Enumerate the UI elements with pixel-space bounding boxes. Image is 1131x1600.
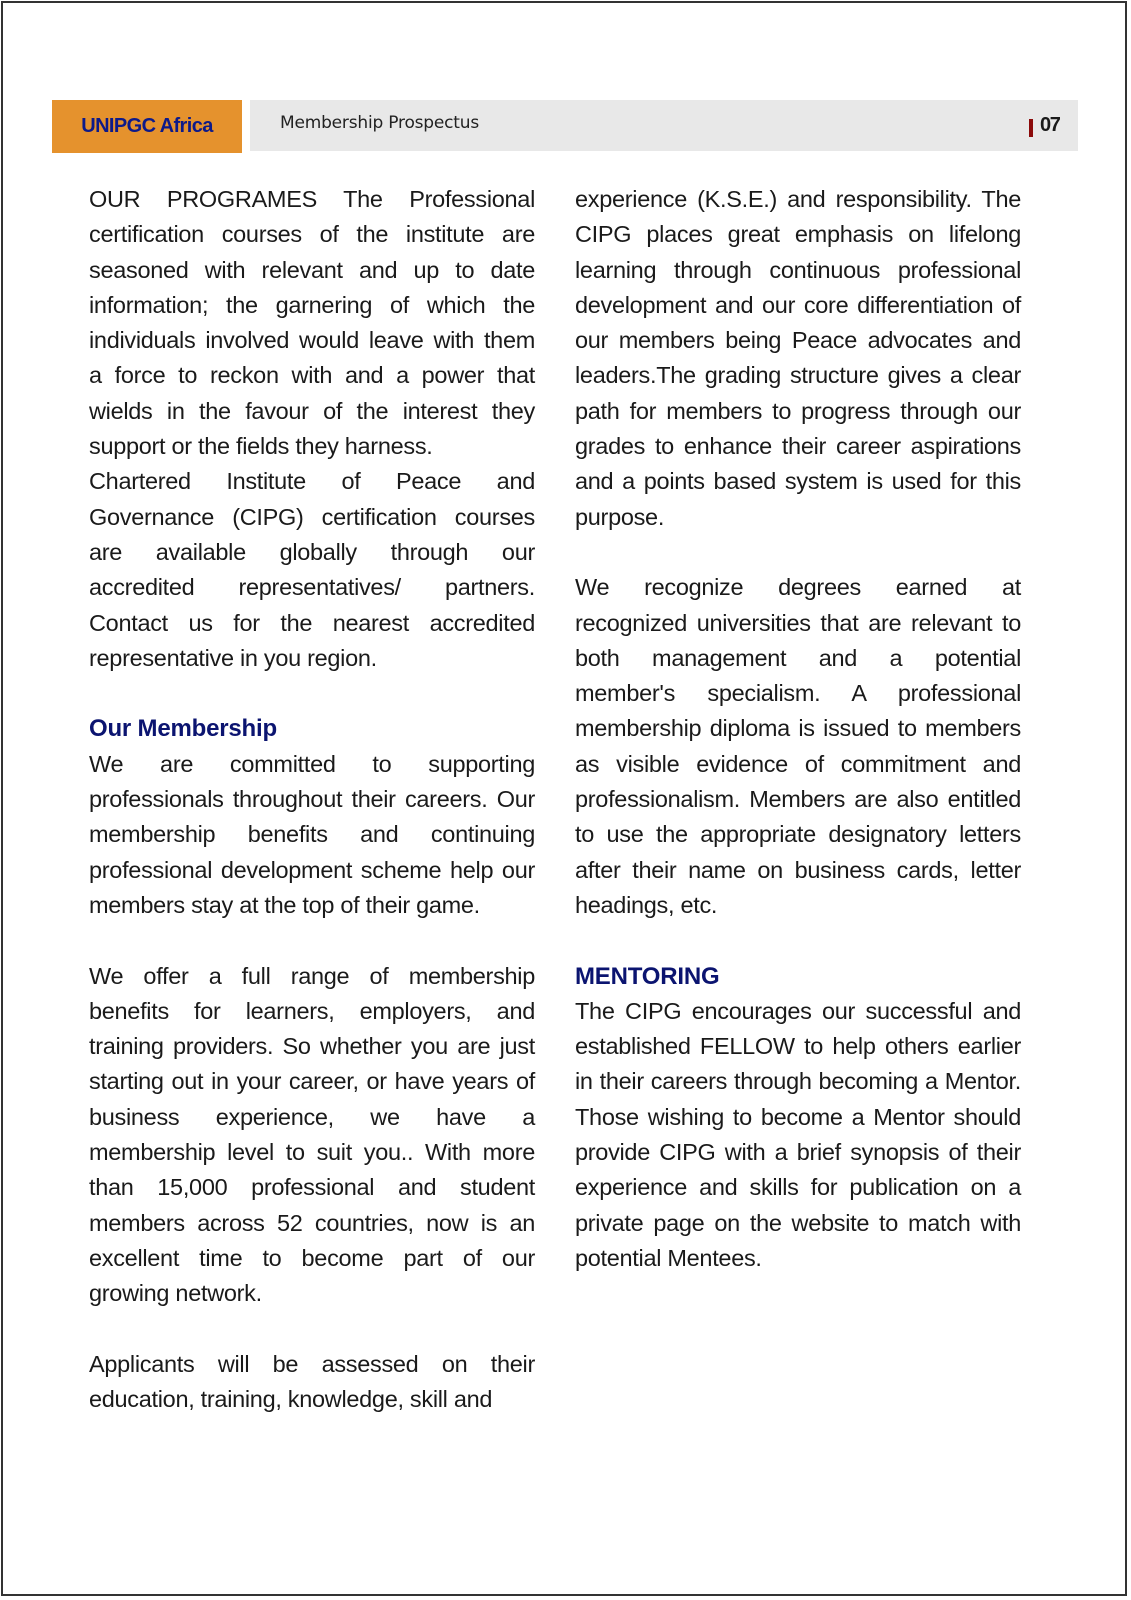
right-column xyxy=(575,182,1021,1276)
membership-heading: Our Membership xyxy=(89,715,277,743)
membership-offer-paragraph: We offer a full range of membership benefits for learners, employers, and training providers. So whether you are just starting out in your career, or have years of business experience, we have a membership level to suit you.. With more than 15,000 professional and student members across 52 countries, now is an excellent time to become part of our growing network. xyxy=(89,962,535,1307)
spacer xyxy=(89,1312,535,1347)
page-number-marker xyxy=(1029,119,1033,137)
spacer xyxy=(575,535,1021,570)
header-bar xyxy=(250,100,1078,151)
membership-paragraph: We are committed to supporting professionals throughout their careers. Our membership benefits and continuing professional development scheme help our members stay at the top of their game. xyxy=(89,750,535,918)
applicants-paragraph: Applicants will be assessed on their education, training, knowledge, skill and xyxy=(89,1350,535,1413)
degrees-paragraph: We recognize degrees earned at recognized universities that are relevant to both management and a potential member's specialism. A professional membership diploma is issued to members as visible evidence of commitment and professionalism. Members are also entitled to use the appropriate designatory letters after their name on business cards, letter headings, etc. xyxy=(575,574,1021,918)
brand-tab xyxy=(52,100,242,153)
brand-name: UNIPGC Africa xyxy=(81,115,213,137)
spacer xyxy=(575,923,1021,958)
cipg-certification-paragraph: Chartered Institute of Peace and Governance (CIPG) certification courses are available globally through our accredited representatives/ partners. Contact us for the nearest accredited representative in you region. xyxy=(89,468,535,671)
programmes-paragraph: OUR PROGRAMES The Professional certification courses of the institute are seasoned with relevant and up to date information; the garnering of which the individuals involved would leave with them a force to reckon with and a power that wields in the favour of the interest they support or the fields they harness. xyxy=(89,186,535,460)
mentoring-paragraph: The CIPG encourages our successful and established FELLOW to help others earlier in their careers through becoming a Mentor. Those wishing to become a Mentor should provide CIPG with a brief synopsis of their experience and skills for publication on a private page on the website to match with potential Mentees. xyxy=(575,997,1021,1271)
mentoring-heading: MENTORING xyxy=(575,962,720,990)
document-title: Membership Prospectus xyxy=(280,113,479,133)
spacer xyxy=(89,923,535,958)
spacer xyxy=(89,676,535,711)
page-number: 07 xyxy=(1040,114,1060,136)
left-column xyxy=(89,182,535,1417)
continuation-paragraph: experience (K.S.E.) and responsibility. The CIPG places great emphasis on lifelong learning through continuous professional development and our core differentiation of our members being Peace advocates and leaders.The grading structure gives a clear path for members to progress through our grades to enhance their career aspirations and a points based system is used for this purpose. xyxy=(575,186,1021,530)
